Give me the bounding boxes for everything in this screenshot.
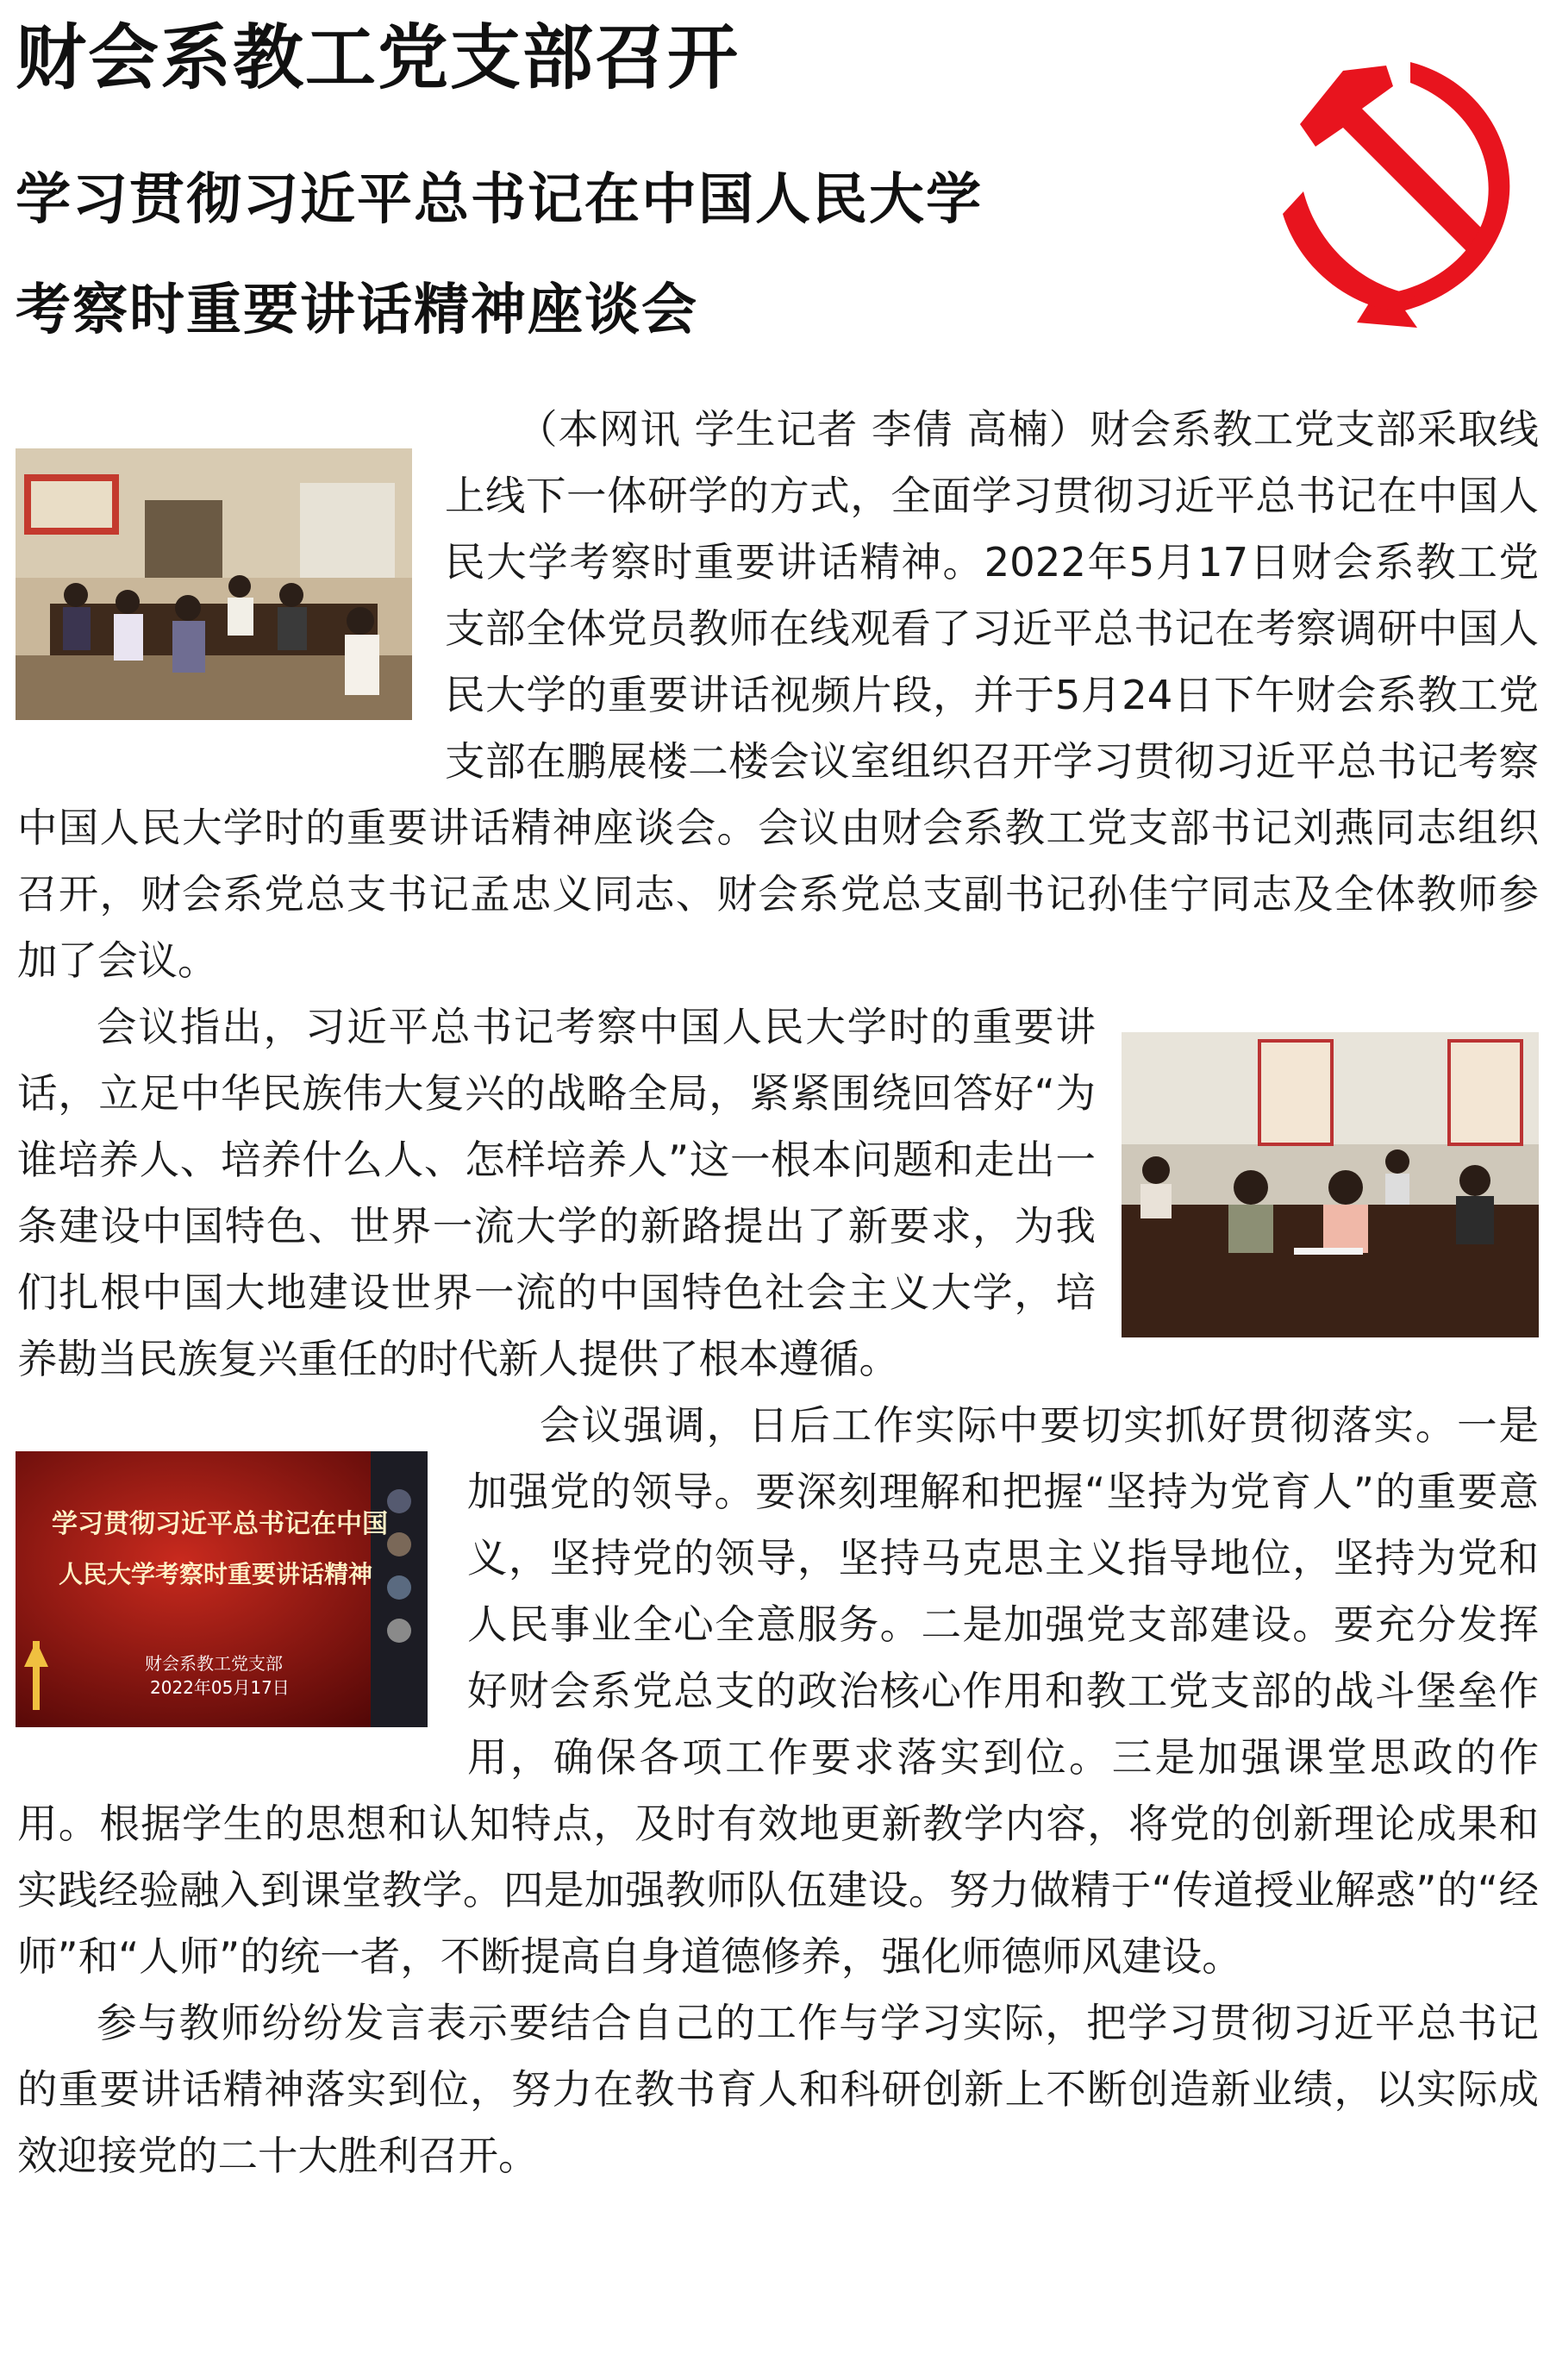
article-paragraph-1: （本网讯 学生记者 李倩 高楠）财会系教工党支部采取线上线下一体研学的方式，全面学习贯彻习近平总书记在中国人民大学考察时重要讲话精神。2022年5月17日财会系教工党支部全体党员教师在线观看了习近平总书记在考察调研中国人民大学的重要讲话视频片段，并于5月24日下午财会系教工党支部在鹏展楼二楼会议室组织召开学习贯彻习近平总书记考察中国人民大学时的重要讲话精神座谈会。会议由财会系教工党支部书记刘燕同志组织召开，财会系党总支书记孟忠义同志、财会系党总支副书记孙佳宁同志及全体教师参加了会议。 xyxy=(17,406,1539,984)
screen-title-line-2: 人民大学考察时重要讲话精神 xyxy=(59,1560,373,1588)
screen-date: 2022年05月17日 xyxy=(150,1677,290,1698)
headline-line-2: 学习贯彻习近平总书记在中国人民大学 xyxy=(16,168,983,232)
headline-line-1: 财会系教工党支部召开 xyxy=(16,17,741,99)
video-screen-photo xyxy=(16,1451,428,1727)
meeting-room-photo xyxy=(16,448,412,720)
article-paragraph-2: 会议指出，习近平总书记考察中国人民大学时的重要讲话，立足中华民族伟大复兴的战略全局，紧紧围绕回答好“为谁培养人、培养什么人、怎样培养人”这一根本问题和走出一条建设中国特色、世界一流大学的新路提出了新要求，为我们扎根中国大地建设世界一流的中国特色社会主义大学，培养勘当民族复兴重任的时代新人提供了根本遵循。 xyxy=(17,1004,1096,1382)
screen-title-line-1: 学习贯彻习近平总书记在中国 xyxy=(52,1509,388,1539)
hammer-sickle-icon xyxy=(1233,53,1543,329)
discussion-photo xyxy=(1122,1032,1539,1337)
headline-line-3: 考察时重要讲话精神座谈会 xyxy=(16,279,698,342)
article-body xyxy=(0,397,1556,2189)
screen-org: 财会系教工党支部 xyxy=(145,1653,283,1674)
article-paragraph-4: 参与教师纷纷发言表示要结合自己的工作与学习实际，把学习贯彻习近平总书记的重要讲话精神落实到位，努力在教书育人和科研创新上不断创造新业绩，以实际成效迎接党的二十大胜利召开。 xyxy=(17,2000,1539,2179)
article-paragraph-3: 会议强调，日后工作实际中要切实抓好贯彻落实。一是加强党的领导。要深刻理解和把握“坚持为党育人”的重要意义，坚持党的领导，坚持马克思主义指导地位，坚持为党和人民事业全心全意服务。二是加强党支部建设。要充分发挥好财会系党总支的政治核心作用和教工党支部的战斗堡垒作用，确保各项工作要求落实到位。三是加强课堂思政的作用。根据学生的思想和认知特点，及时有效地更新教学内容，将党的创新理论成果和实践经验融入到课堂教学。四是加强教师队伍建设。努力做精于“传道授业解惑”的“经师”和“人师”的统一者，不断提高自身道德修养，强化师德师风建设。 xyxy=(17,1402,1539,1980)
